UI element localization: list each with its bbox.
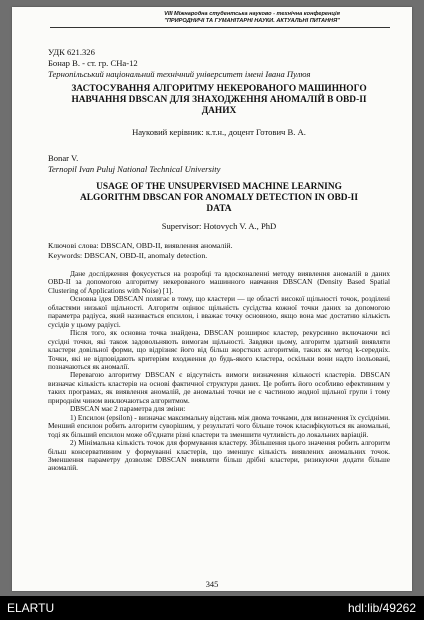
udk-code: УДК 621.326 — [48, 47, 95, 57]
conference-header-line1: VIII Міжнародна студентська науково - технічна конференція — [164, 11, 340, 17]
conference-header-line2: "ПРИРОДНИЧІ ТА ГУМАНІТАРНІ НАУКИ. АКТУАЛЬНІ ПИТАННЯ" — [164, 17, 340, 24]
affiliation-en: Ternopil Ivan Puluj National Technical University — [48, 164, 221, 174]
conference-header — [12, 11, 412, 24]
repository-footer — [0, 596, 424, 620]
handle-identifier: hdl:lib/49262 — [347, 601, 416, 615]
keywords-ua: Ключові слова: DBSCAN, OBD-II, виявлення аномалій. — [48, 241, 233, 250]
paragraph: 2) Мінімальна кількість точок для формування кластеру. Збільшення цього значення робить алгоритм більш консервативним у формуванні кластерів, що зменшує кількість виявлених аномальних точок. Зменшення параметру дозволяє DBSCAN виявляти більш дрібні кластери, ризикуючи додати більше аномалій. — [48, 438, 390, 473]
keywords-en: Keywords: DBSCAN, OBD-II, anomaly detection. — [48, 251, 208, 260]
author-ua: Бонар В. - ст. гр. СНа-12 — [48, 58, 138, 68]
paragraph: Після того, як основна точка знайдена, DBSCAN розширює кластер, рекурсивно включаючи всі сусідні точки, які також задовольняють вимогам щільності. Завдяки цьому, алгоритм здатний виявляти кластери довільної форми, що відрізняє його від більш жорстких алгоритмів, таких як метод k-середніх. Точки, які не відповідають критеріям входження до будь-якого кластера, оскільки вони надто ізольовані, позначаються як аномалії. — [48, 328, 390, 371]
paragraph: Перевагою алгоритму DBSCAN є відсутність вимоги визначення кількості кластерів. DBSCAN визначає кількість кластерів на основі фактичної структури даних. Це робить його особливо ефективним у таких програмах, як виявлення аномалій, де аномальні точки не є частиною жодної щільної групи і тому природнім чином виключаються алгоритмом. — [48, 370, 390, 405]
supervisor-en: Supervisor: Hotovych V. A., PhD — [161, 221, 277, 231]
body-text — [48, 270, 390, 473]
author-en: Bonar V. — [48, 153, 79, 163]
page-number: 345 — [205, 580, 219, 589]
affiliation-ua: Тернопільський національний технічний університет імені Івана Пулюя — [48, 69, 311, 79]
title-ua: ЗАСТОСУВАННЯ АЛГОРИТМУ НЕКЕРОВАНОГО МАШИННОГО НАВЧАННЯ DBSCAN ДЛЯ ЗНАХОДЖЕННЯ АНОМАЛІЙ В OBD-II ДАНИХ — [71, 84, 367, 116]
paragraph: Дане дослідження фокусується на розробці та вдосконаленні методу виявлення аномалій в даних OBD-II за допомогою алгоритму некерованого машинного навчання DBSCAN (Density Based Spatial Clustering of Applications with Noise) [1]. — [48, 269, 390, 295]
title-en: USAGE OF THE UNSUPERVISED MACHINE LEARNING ALGORITHM DBSCAN FOR ANOMALY DETECTION IN OBD-II DATA — [80, 182, 358, 214]
repository-name: ELARTU — [7, 601, 55, 615]
paragraph: Основна ідея DBSCAN полягає в тому, що кластери — це області високої щільності точок, розділені областями низької щільності. Алгоритм оцінює щільність сусідства кожної точки даних за допомогою параметра радіуса, який називається епсилон, і вважає точку основною, якщо вона має достатню кількість сусідів у цьому радіусі. — [48, 294, 390, 329]
paragraph: 1) Епсилон (epsilon) - визначає максимальну відстань між двома точками, для визначення їх сусідніми. Менший епсилон робить алгоритм суворішим, у результаті чого більше точок класифікуються як аномальні, тоді як більший епсилон може об'єднати різні кластери та зменшити чутливість до локальних варіацій. — [48, 412, 390, 439]
paragraph: DBSCAN має 2 параметра для зміни: — [70, 404, 186, 414]
header-divider — [50, 27, 390, 28]
supervisor-ua: Науковий керівник: к.т.н., доцент Готович В. А. — [132, 127, 306, 137]
document-page — [12, 7, 412, 591]
